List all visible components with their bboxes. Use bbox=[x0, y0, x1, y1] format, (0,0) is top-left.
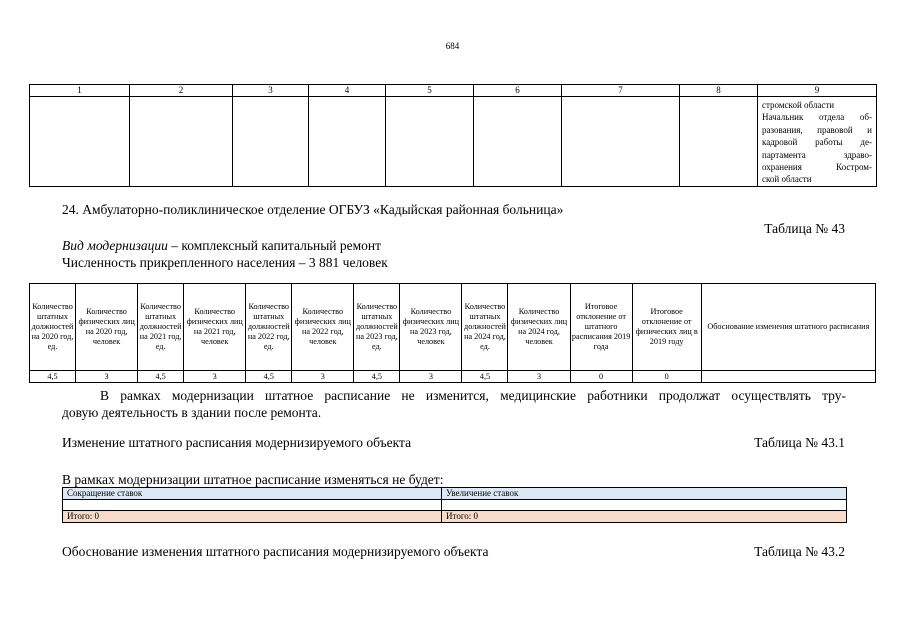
header-cell: Обоснование изменения штатного расписания bbox=[701, 284, 875, 371]
header-cell: Итоговое отклонение от физических лиц в 2019 году bbox=[632, 284, 701, 371]
header-cell: 9 bbox=[758, 85, 877, 97]
table-cell bbox=[474, 97, 562, 187]
table-header-row bbox=[30, 284, 876, 371]
value-cell: 4,5 bbox=[462, 371, 508, 383]
table-header-row bbox=[63, 488, 847, 500]
table-cell bbox=[386, 97, 474, 187]
value-cell: 3 bbox=[76, 371, 138, 383]
header-cell: Количество штатных должностей на 2023 год, ед. bbox=[354, 284, 400, 371]
table-row bbox=[30, 97, 877, 187]
table-cell bbox=[442, 500, 847, 511]
header-cell: 3 bbox=[233, 85, 309, 97]
table-row bbox=[30, 371, 876, 383]
table-header-row bbox=[30, 85, 877, 97]
cell-line: Начальник отдела об- bbox=[762, 112, 872, 123]
cell-line: партамента здраво- bbox=[762, 149, 872, 160]
value-cell: 0 bbox=[570, 371, 632, 383]
header-cell: Количество физических лиц на 2023 год, человек bbox=[400, 284, 462, 371]
value-cell: 3 bbox=[292, 371, 354, 383]
table-cell bbox=[562, 97, 680, 187]
value-cell: 3 bbox=[184, 371, 246, 383]
header-cell: 2 bbox=[130, 85, 233, 97]
total-increase: Итого: 0 bbox=[442, 511, 847, 523]
header-cell-increase: Увеличение ставок bbox=[442, 488, 847, 500]
header-cell: 4 bbox=[309, 85, 386, 97]
value-cell: 4,5 bbox=[246, 371, 292, 383]
header-cell: 1 bbox=[30, 85, 130, 97]
value-cell: 0 bbox=[632, 371, 701, 383]
header-cell: Количество штатных должностей на 2020 год, ед. bbox=[30, 284, 76, 371]
table-cell bbox=[30, 97, 130, 187]
responsible-cell bbox=[758, 97, 877, 187]
header-cell: Количество штатных должностей на 2021 год, ед. bbox=[138, 284, 184, 371]
no-change-note: В рамках модернизации штатное расписание изменяться не будет: bbox=[62, 472, 444, 487]
header-cell: Количество физических лиц на 2021 год, человек bbox=[184, 284, 246, 371]
change-section-title: Изменение штатного расписания модернизируемого объекта bbox=[62, 435, 412, 450]
modernization-value: – комплексный капитальный ремонт bbox=[167, 238, 382, 253]
total-row bbox=[63, 511, 847, 523]
value-cell: 3 bbox=[508, 371, 570, 383]
table-cell bbox=[130, 97, 233, 187]
value-cell bbox=[701, 371, 875, 383]
paragraph-line: В рамках модернизации штатное расписание не изменится, медицинские работники продолжат осуществлять тру- bbox=[100, 388, 846, 403]
header-cell: Количество физических лиц на 2022 год, человек bbox=[292, 284, 354, 371]
header-cell: 8 bbox=[680, 85, 758, 97]
table-row bbox=[63, 500, 847, 511]
value-cell: 4,5 bbox=[138, 371, 184, 383]
header-cell-reduction: Сокращение ставок bbox=[63, 488, 442, 500]
table-number-label: Таблица № 43.2 bbox=[754, 544, 845, 559]
cell-line: ской области bbox=[762, 174, 812, 185]
value-cell: 3 bbox=[400, 371, 462, 383]
cell-line: стромской области bbox=[762, 100, 835, 110]
cell-line: кадровой работы де- bbox=[762, 137, 872, 148]
value-cell: 4,5 bbox=[30, 371, 76, 383]
staffing-table bbox=[29, 283, 876, 383]
paragraph-line: довую деятельность в здании после ремонта. bbox=[62, 405, 322, 420]
header-cell: 5 bbox=[386, 85, 474, 97]
total-reduction: Итого: 0 bbox=[63, 511, 442, 523]
header-cell: Количество штатных должностей на 2024 год, ед. bbox=[462, 284, 508, 371]
continued-table bbox=[29, 84, 877, 187]
table-cell bbox=[233, 97, 309, 187]
header-cell: Количество физических лиц на 2020 год, человек bbox=[76, 284, 138, 371]
table-cell bbox=[309, 97, 386, 187]
section-heading: 24. Амбулаторно-поликлиническое отделение ОГБУЗ «Кадыйская районная больница» bbox=[62, 202, 564, 217]
cell-line: разования, правовой и bbox=[762, 124, 872, 135]
value-cell: 4,5 bbox=[354, 371, 400, 383]
table-cell bbox=[63, 500, 442, 511]
justification-section-title: Обоснование изменения штатного расписания модернизируемого объекта bbox=[62, 544, 489, 559]
header-cell: Количество физических лиц на 2024 год, человек bbox=[508, 284, 570, 371]
modernization-label: Вид модернизации bbox=[62, 238, 168, 253]
header-cell: Количество штатных должностей на 2022 год, ед. bbox=[246, 284, 292, 371]
header-cell: 7 bbox=[562, 85, 680, 97]
header-cell: Итоговое отклонение от штатного расписания 2019 года bbox=[570, 284, 632, 371]
population-line: Численность прикрепленного населения – 3 881 человек bbox=[62, 255, 388, 270]
header-cell: 6 bbox=[474, 85, 562, 97]
table-number-label: Таблица № 43.1 bbox=[754, 435, 845, 450]
cell-line: охранения Костром- bbox=[762, 162, 872, 173]
page-number: 684 bbox=[445, 41, 460, 51]
table-cell bbox=[680, 97, 758, 187]
body-paragraph bbox=[62, 387, 846, 421]
table-number-label: Таблица № 43 bbox=[764, 221, 845, 236]
staff-change-table bbox=[62, 487, 847, 523]
modernization-type bbox=[62, 238, 381, 254]
